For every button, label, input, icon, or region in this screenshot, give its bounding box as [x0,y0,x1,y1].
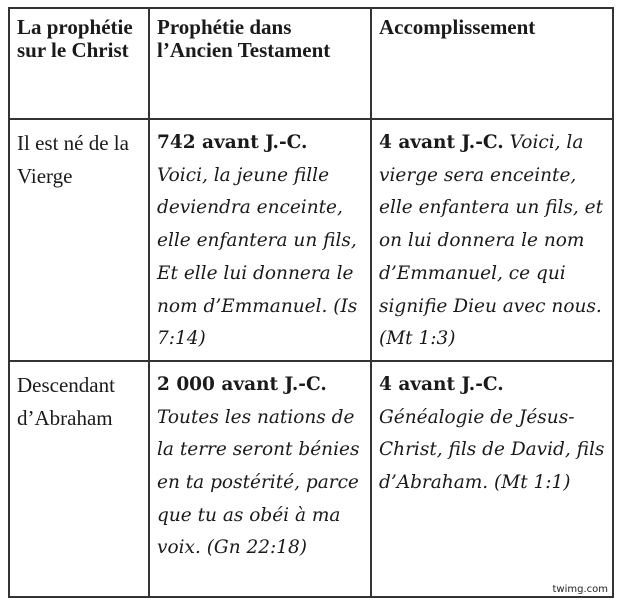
fulfillment-text: Voici, la vierge sera enceinte, elle enfantera un fils, et on lui donnera le nom d’Emmanuel, ce qui signifie Dieu avec nous. (Mt 1:3) [379,132,604,350]
prophecy-cell [149,361,371,597]
prophecy-date: 742 avant J.-C. [157,132,308,153]
fulfillment-text: Généalogie de Jésus-Christ, fils de David, fils d’Abraham. (Mt 1:1) [379,406,605,494]
fulfillment-cell [371,361,613,597]
fulfillment-date: 4 avant J.-C. [379,132,504,153]
table-row [9,361,613,597]
prophecy-cell [149,119,371,361]
header-prophecy-about-christ: La prophétie sur le Christ [9,8,149,119]
header-old-testament-prophecy: Prophétie dans l’Ancien Testament [149,8,371,119]
watermark: twimg.com [552,584,608,595]
row-subject: Il est né de la Vierge [9,119,149,361]
fulfillment-date: 4 avant J.-C. [379,373,504,395]
table-header-row [9,8,613,119]
header-fulfillment: Accomplissement [371,8,613,119]
prophecy-date: 2 000 avant J.-C. [157,373,327,395]
prophecy-text: Toutes les nations de la terre seront bénies en ta postérité, parce que tu as obéi à ma voix. (Gn 22:18) [157,406,360,559]
prophecy-table [8,7,614,598]
row-subject: Descendant d’Abraham [9,361,149,597]
table-row [9,119,613,361]
fulfillment-cell [371,119,613,361]
prophecy-text: Voici, la jeune fille deviendra enceinte, elle enfantera un fils, Et elle lui donnera le nom d’Emmanuel. (Is 7:14) [157,164,358,350]
